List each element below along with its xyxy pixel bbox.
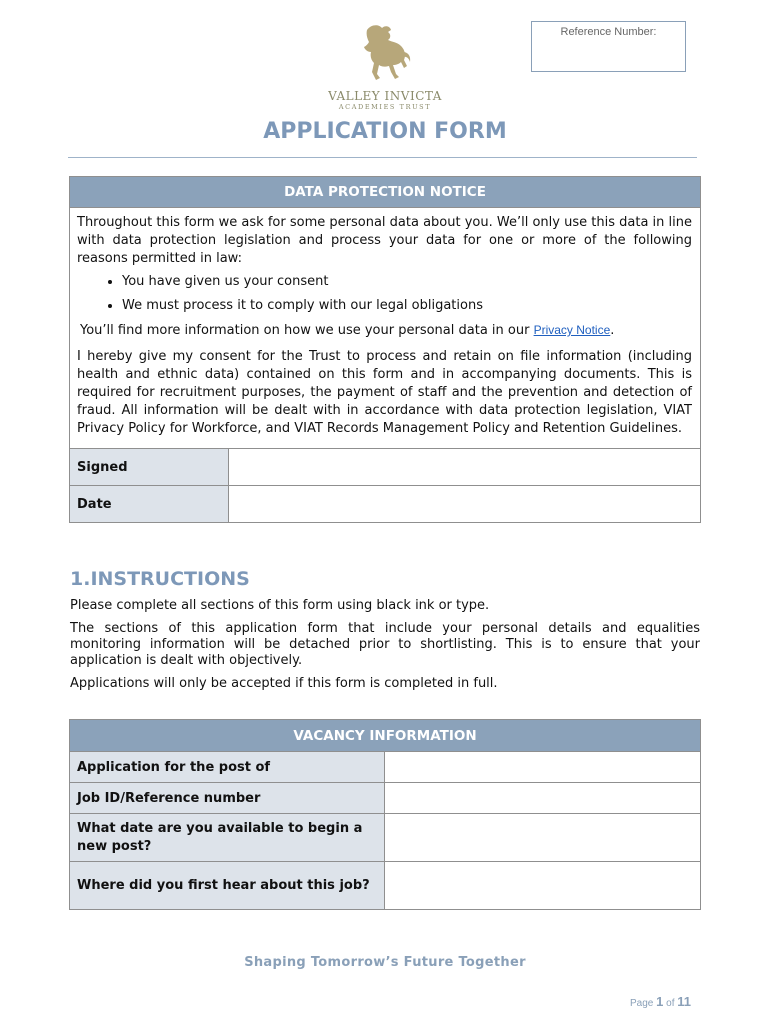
start-date-field[interactable] <box>385 814 701 862</box>
vacancy-label-post: Application for the post of <box>70 752 385 783</box>
data-protection-body <box>70 208 701 449</box>
more-info-line: You’ll find more information on how we use your personal data in our Privacy Notice. <box>80 323 615 338</box>
reason-item: • We must process it to comply with our legal obligations <box>122 297 692 315</box>
post-field[interactable] <box>385 752 701 783</box>
page-word: Page <box>630 998 654 1009</box>
vacancy-label-source: Where did you first hear about this job? <box>70 862 385 910</box>
vacancy-table <box>69 719 701 910</box>
vacancy-label-start-date: What date are you available to begin a new post? <box>70 814 385 862</box>
reason-item: • You have given us your consent <box>122 273 692 291</box>
privacy-notice-link[interactable]: Privacy Notice <box>533 323 611 337</box>
page-current: 1 <box>656 994 664 1009</box>
data-protection-header: DATA PROTECTION NOTICE <box>70 177 701 208</box>
signed-field[interactable] <box>229 449 701 486</box>
reference-number-box[interactable] <box>531 21 686 72</box>
title-divider <box>68 157 697 158</box>
logo-subname: ACADEMIES TRUST <box>338 103 432 111</box>
consent-statement: I hereby give my consent for the Trust to process and retain on file information (including health and ethnic data) contained on this form and in accompanying documents. This is required for recruitment purposes, the payment of staff and the prevention and detection of fraud. All information will be dealt with in accordance with data protection legislation, VIAT Privacy Policy for Workforce, and VIAT Records Management Policy and Retention Guidelines. <box>77 349 692 436</box>
reasons-list <box>77 273 692 315</box>
vacancy-label-job-id: Job ID/Reference number <box>70 783 385 814</box>
logo-name: VALLEY INVICTA <box>328 89 442 103</box>
horse-emblem-icon <box>355 22 415 84</box>
data-protection-table <box>69 176 701 523</box>
source-field[interactable] <box>385 862 701 910</box>
data-protection-intro: Throughout this form we ask for some personal data about you. We’ll only use this data in line with data protection legislation and process your data for one or more of the following reasons permitted in law: <box>77 215 692 266</box>
page-total: 11 <box>677 994 692 1009</box>
instructions-paragraph-1: Please complete all sections of this form using black ink or type. <box>70 598 490 613</box>
page-of: of <box>666 998 675 1009</box>
date-label: Date <box>70 486 229 523</box>
vacancy-header: VACANCY INFORMATION <box>70 720 701 752</box>
instructions-paragraph-2: The sections of this application form that include your personal details and equalities monitoring information will be detached prior to shortlisting. This is to ensure that your application is dealt with objectively. <box>70 621 700 668</box>
instructions-heading: 1.INSTRUCTIONS <box>70 568 250 590</box>
signed-label: Signed <box>70 449 229 486</box>
date-field[interactable] <box>229 486 701 523</box>
footer-tagline: Shaping Tomorrow’s Future Together <box>244 955 526 970</box>
reference-number-label: Reference Number: <box>560 26 657 38</box>
job-id-field[interactable] <box>385 783 701 814</box>
page-title: APPLICATION FORM <box>263 119 507 144</box>
more-info-text: You’ll find more information on how we use your personal data in our <box>80 323 530 338</box>
instructions-paragraph-3: Applications will only be accepted if this form is completed in full. <box>70 676 498 691</box>
page-number <box>630 994 691 1009</box>
trust-logo <box>318 22 452 110</box>
